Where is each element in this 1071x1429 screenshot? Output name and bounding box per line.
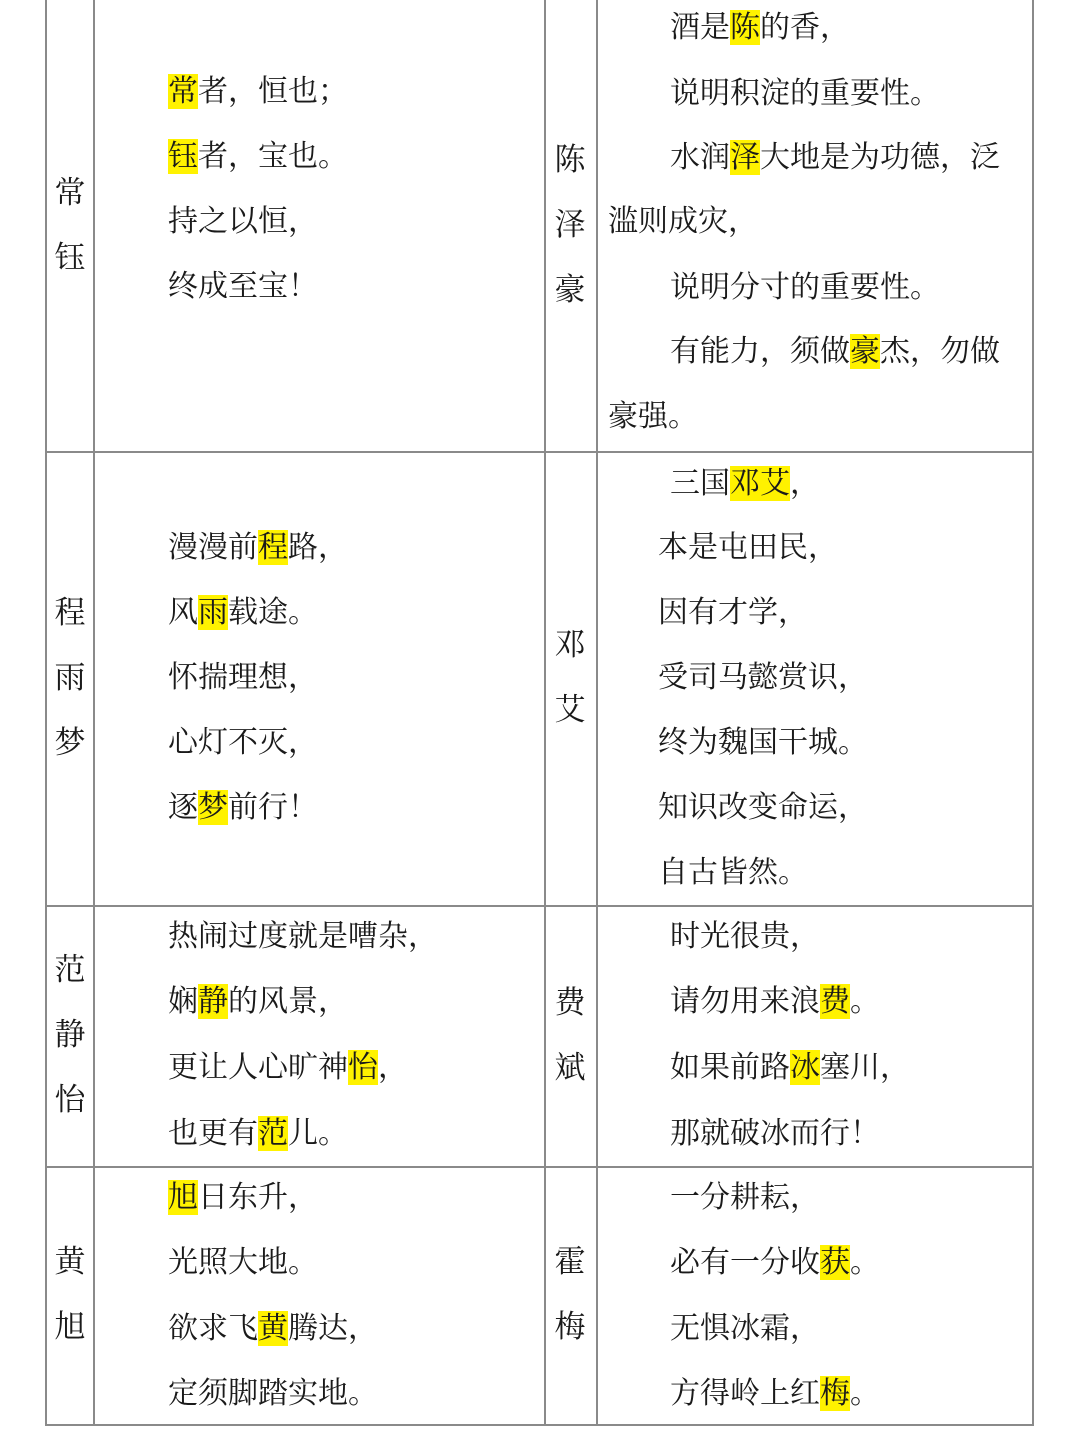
person-name <box>48 1166 92 1424</box>
name-character: 邓 <box>554 627 586 663</box>
poem-text: 酒是 <box>670 10 730 45</box>
poem-text: ， <box>378 1050 408 1085</box>
highlighted-name-character: 程 <box>258 530 288 565</box>
poem-text: 娴 <box>168 984 198 1019</box>
poem-text: 者，恒也； <box>198 74 348 109</box>
highlighted-name-character: 陈 <box>730 10 760 45</box>
poem-text: 。 <box>850 1376 880 1411</box>
table-divider <box>596 0 598 1426</box>
table-border-bottom <box>46 1424 1034 1426</box>
poem-text: 也更有 <box>168 1116 258 1151</box>
poem-line <box>658 593 808 633</box>
highlighted-name-character: 梦 <box>198 790 228 825</box>
name-character: 钰 <box>54 239 86 276</box>
poem-text: 滥则成灾， <box>608 204 758 239</box>
name-character: 斌 <box>554 1049 586 1086</box>
poem-line <box>168 1048 408 1088</box>
poem-line <box>670 1243 880 1283</box>
poem-line <box>168 982 348 1022</box>
poem-text: 那就破冰而行！ <box>670 1116 880 1151</box>
row-divider <box>46 451 1034 453</box>
poem-line <box>670 464 820 504</box>
poem-line <box>670 982 880 1022</box>
poem-text: 日东升， <box>198 1180 318 1215</box>
poem-text: 豪强。 <box>608 399 698 434</box>
poem-line <box>670 74 940 114</box>
row-divider <box>46 1166 1034 1168</box>
poem-text: 路， <box>288 530 348 565</box>
highlighted-name-character: 怡 <box>348 1050 378 1085</box>
highlighted-name-character: 雨 <box>198 595 228 630</box>
poem-text: 光照大地。 <box>168 1245 318 1280</box>
highlighted-name-character: 邓艾 <box>730 466 790 501</box>
name-character: 怡 <box>54 1082 86 1118</box>
poem-text: 如果前路 <box>670 1050 790 1085</box>
poem-line <box>658 788 868 828</box>
name-character: 旭 <box>54 1309 86 1345</box>
poem-text: 的风景， <box>228 984 348 1019</box>
poem-line <box>168 1309 378 1349</box>
highlighted-name-character: 获 <box>820 1245 850 1280</box>
highlighted-name-character: 黄 <box>258 1311 288 1346</box>
poem-line <box>670 1178 820 1218</box>
poem-line <box>670 1114 880 1154</box>
poem-line <box>168 1178 318 1218</box>
poem-text: 时光很贵， <box>670 919 820 954</box>
poem-line <box>168 593 318 633</box>
table-divider <box>544 0 546 1426</box>
person-name <box>48 451 92 905</box>
poem-text: 更让人心旷神 <box>168 1050 348 1085</box>
highlighted-name-character: 梅 <box>820 1376 850 1411</box>
poem-text: 儿。 <box>288 1116 348 1151</box>
poem-text: 热闹过度就是嘈杂， <box>168 919 438 954</box>
poem-text: 心灯不灭， <box>168 725 318 760</box>
name-character: 梦 <box>54 724 86 761</box>
poem-text: 的香， <box>760 10 850 45</box>
poem-text: 本是屯田民， <box>658 530 838 565</box>
poem-line <box>168 1243 318 1283</box>
poem-text: 欲求飞 <box>168 1311 258 1346</box>
poem-line <box>168 202 318 242</box>
poem-text: 载途。 <box>228 595 318 630</box>
person-name <box>48 0 92 451</box>
highlighted-name-character: 静 <box>198 984 228 1019</box>
name-character: 雨 <box>54 659 86 696</box>
poem-line <box>168 658 318 698</box>
name-character: 艾 <box>554 692 586 728</box>
name-character: 泽 <box>554 207 586 243</box>
highlighted-name-character: 常 <box>168 74 198 109</box>
name-character: 费 <box>554 984 586 1021</box>
poem-text: 。 <box>850 984 880 1019</box>
name-character: 范 <box>54 952 86 988</box>
poem-line <box>658 528 838 568</box>
poem-line <box>670 138 1000 178</box>
poem-line <box>608 397 698 437</box>
poem-text: 自古皆然。 <box>658 855 808 890</box>
table-border-right <box>1032 0 1034 1426</box>
poem-line <box>670 1374 880 1414</box>
highlighted-name-character: 范 <box>258 1116 288 1151</box>
poem-text: 一分耕耘， <box>670 1180 820 1215</box>
poem-line <box>658 853 808 893</box>
poem-line <box>608 202 758 242</box>
poem-line <box>168 917 438 957</box>
highlighted-name-character: 豪 <box>850 334 880 369</box>
person-name <box>548 905 592 1166</box>
name-character: 程 <box>54 594 86 631</box>
poem-line <box>168 1374 378 1414</box>
poem-text: 无惧冰霜， <box>670 1311 820 1346</box>
poem-text: 必有一分收 <box>670 1245 820 1280</box>
poem-text: 大地是为功德，泛 <box>760 140 1000 175</box>
highlighted-name-character: 费 <box>820 984 850 1019</box>
poem-text: 三国 <box>670 466 730 501</box>
person-name <box>548 451 592 905</box>
poem-text: 受司马懿赏识， <box>658 660 868 695</box>
poem-line <box>670 917 820 957</box>
poem-line <box>168 1114 348 1154</box>
row-divider <box>46 905 1034 907</box>
poem-text: 说明分寸的重要性。 <box>670 270 940 305</box>
poem-text: 知识改变命运， <box>658 790 868 825</box>
poem-text: 有能力，须做 <box>670 334 850 369</box>
poem-line <box>670 8 850 48</box>
person-name <box>548 0 592 451</box>
poem-text: 逐 <box>168 790 198 825</box>
name-character: 常 <box>54 174 86 211</box>
poem-line <box>670 268 940 308</box>
table-divider <box>93 0 95 1426</box>
poem-text: 风 <box>168 595 198 630</box>
name-character: 陈 <box>554 142 586 178</box>
poem-line <box>168 267 318 307</box>
poem-line <box>168 72 348 112</box>
poem-text: 塞川， <box>820 1050 910 1085</box>
poem-text: 持之以恒， <box>168 204 318 239</box>
person-name <box>548 1166 592 1424</box>
poem-text: 水润 <box>670 140 730 175</box>
poem-text: 者，宝也。 <box>198 139 348 174</box>
poem-line <box>168 788 318 828</box>
poem-text: 。 <box>850 1245 880 1280</box>
highlighted-name-character: 钰 <box>168 139 198 174</box>
poem-text: 定须脚踏实地。 <box>168 1376 378 1411</box>
poem-text: 怀揣理想， <box>168 660 318 695</box>
poem-text: 终为魏国干城。 <box>658 725 868 760</box>
name-character: 梅 <box>554 1309 586 1345</box>
poem-line <box>168 528 348 568</box>
poem-line <box>670 1309 820 1349</box>
poem-text: 因有才学， <box>658 595 808 630</box>
highlighted-name-character: 旭 <box>168 1180 198 1215</box>
poem-line <box>658 658 868 698</box>
poem-line <box>670 1048 910 1088</box>
poem-text: 腾达， <box>288 1311 378 1346</box>
poem-line <box>168 137 348 177</box>
poem-text: ， <box>790 466 820 501</box>
poem-text: 请勿用来浪 <box>670 984 820 1019</box>
highlighted-name-character: 泽 <box>730 140 760 175</box>
poem-text: 终成至宝！ <box>168 269 318 304</box>
name-character: 霍 <box>554 1244 586 1280</box>
poem-line <box>670 332 1000 372</box>
name-character: 豪 <box>554 272 586 308</box>
highlighted-name-character: 冰 <box>790 1050 820 1085</box>
poem-text: 方得岭上红 <box>670 1376 820 1411</box>
name-character: 黄 <box>54 1244 86 1280</box>
name-character: 静 <box>54 1017 86 1053</box>
person-name <box>48 905 92 1166</box>
poem-text: 杰，勿做 <box>880 334 1000 369</box>
poem-text: 漫漫前 <box>168 530 258 565</box>
poem-line <box>168 723 318 763</box>
table-border-left <box>45 0 47 1426</box>
poem-text: 前行！ <box>228 790 318 825</box>
poem-line <box>658 723 868 763</box>
poem-text: 说明积淀的重要性。 <box>670 76 940 111</box>
